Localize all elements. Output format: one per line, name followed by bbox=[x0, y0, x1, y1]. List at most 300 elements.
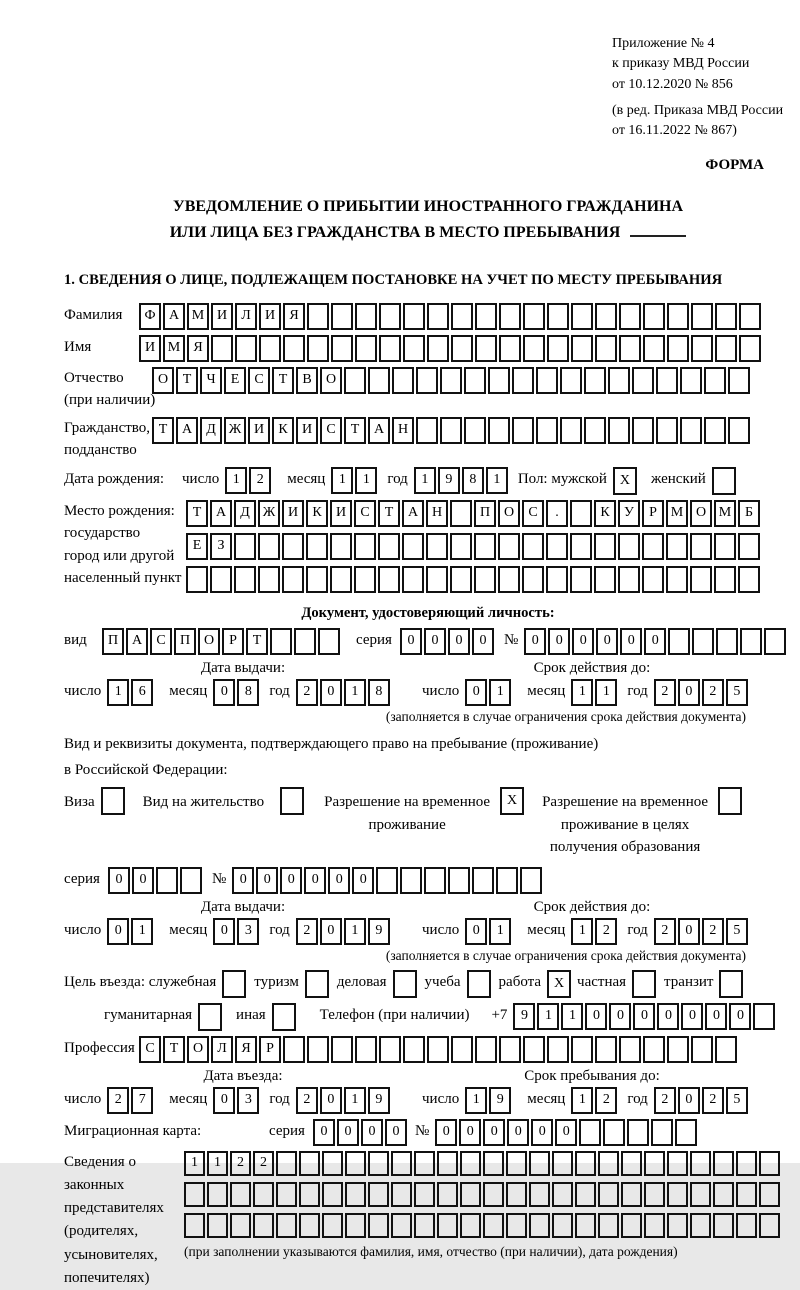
cell[interactable] bbox=[378, 566, 400, 593]
birth-place-cells-row1[interactable] bbox=[186, 500, 762, 527]
cell[interactable]: 0 bbox=[361, 1119, 383, 1146]
cell[interactable] bbox=[536, 417, 558, 444]
cell[interactable]: 1 bbox=[414, 467, 436, 494]
cell[interactable] bbox=[656, 367, 678, 394]
cell[interactable]: М bbox=[666, 500, 688, 527]
cell[interactable] bbox=[416, 367, 438, 394]
cell[interactable] bbox=[667, 335, 689, 362]
birth-place-cells-row3[interactable] bbox=[186, 566, 762, 593]
cell[interactable]: 0 bbox=[524, 628, 546, 655]
cell[interactable] bbox=[234, 533, 256, 560]
cell[interactable] bbox=[523, 1036, 545, 1063]
cell[interactable] bbox=[368, 1182, 389, 1207]
cell[interactable]: 0 bbox=[657, 1003, 679, 1030]
cell[interactable]: Я bbox=[235, 1036, 257, 1063]
cell[interactable]: И bbox=[296, 417, 318, 444]
cell[interactable]: О bbox=[198, 628, 220, 655]
doc-issue-year-cells[interactable] bbox=[296, 679, 392, 706]
cell[interactable]: 0 bbox=[435, 1119, 457, 1146]
cell[interactable] bbox=[595, 303, 617, 330]
cell[interactable]: 0 bbox=[572, 628, 594, 655]
cell[interactable] bbox=[598, 1213, 619, 1238]
cell[interactable] bbox=[575, 1151, 596, 1176]
cell[interactable] bbox=[344, 367, 366, 394]
cell[interactable] bbox=[355, 1036, 377, 1063]
cell[interactable] bbox=[643, 1036, 665, 1063]
cell[interactable]: 2 bbox=[107, 1087, 129, 1114]
cell[interactable] bbox=[621, 1182, 642, 1207]
cell[interactable] bbox=[306, 533, 328, 560]
cell[interactable]: 2 bbox=[702, 918, 724, 945]
cell[interactable] bbox=[448, 867, 470, 894]
cell[interactable]: Я bbox=[187, 335, 209, 362]
cell[interactable]: 1 bbox=[537, 1003, 559, 1030]
cell[interactable] bbox=[282, 533, 304, 560]
cell[interactable]: 0 bbox=[328, 867, 350, 894]
cell[interactable] bbox=[736, 1151, 757, 1176]
cell[interactable]: Т bbox=[176, 367, 198, 394]
cell[interactable]: 0 bbox=[107, 918, 129, 945]
cell[interactable] bbox=[598, 1182, 619, 1207]
rvp-valid-month-cells[interactable] bbox=[571, 918, 619, 945]
cell[interactable] bbox=[307, 303, 329, 330]
cell[interactable]: 0 bbox=[213, 918, 235, 945]
cell[interactable]: К bbox=[272, 417, 294, 444]
cell[interactable] bbox=[506, 1151, 527, 1176]
cell[interactable] bbox=[460, 1213, 481, 1238]
cell[interactable]: 9 bbox=[513, 1003, 535, 1030]
cell[interactable] bbox=[472, 867, 494, 894]
stay-year-cells[interactable] bbox=[654, 1087, 750, 1114]
cell[interactable]: 1 bbox=[465, 1087, 487, 1114]
cell[interactable]: Ф bbox=[139, 303, 161, 330]
cell[interactable] bbox=[460, 1182, 481, 1207]
cell[interactable]: М bbox=[163, 335, 185, 362]
cell[interactable]: 0 bbox=[132, 867, 154, 894]
cell[interactable] bbox=[440, 367, 462, 394]
cell[interactable] bbox=[668, 628, 690, 655]
cell[interactable]: 9 bbox=[489, 1087, 511, 1114]
cell[interactable]: И bbox=[330, 500, 352, 527]
cell[interactable]: К bbox=[306, 500, 328, 527]
cell[interactable] bbox=[414, 1213, 435, 1238]
doc-issue-month-cells[interactable] bbox=[213, 679, 261, 706]
cell[interactable]: 1 bbox=[571, 1087, 593, 1114]
cell[interactable] bbox=[714, 533, 736, 560]
cell[interactable] bbox=[666, 533, 688, 560]
cell[interactable] bbox=[294, 628, 316, 655]
phone-cells[interactable] bbox=[513, 1003, 777, 1030]
cell[interactable] bbox=[499, 335, 521, 362]
cell[interactable] bbox=[488, 417, 510, 444]
cell[interactable] bbox=[403, 303, 425, 330]
cell[interactable] bbox=[276, 1151, 297, 1176]
cell[interactable] bbox=[253, 1213, 274, 1238]
cell[interactable] bbox=[546, 533, 568, 560]
cell[interactable] bbox=[651, 1119, 673, 1146]
cell[interactable]: 2 bbox=[702, 1087, 724, 1114]
cell[interactable] bbox=[184, 1213, 205, 1238]
cell[interactable]: П bbox=[174, 628, 196, 655]
cell[interactable] bbox=[331, 303, 353, 330]
cell[interactable]: 0 bbox=[585, 1003, 607, 1030]
cell[interactable] bbox=[713, 1213, 734, 1238]
cell[interactable] bbox=[644, 1182, 665, 1207]
cell[interactable] bbox=[506, 1182, 527, 1207]
cell[interactable]: К bbox=[594, 500, 616, 527]
cell[interactable]: С bbox=[150, 628, 172, 655]
cell[interactable]: 1 bbox=[561, 1003, 583, 1030]
cell[interactable]: Т bbox=[163, 1036, 185, 1063]
cell[interactable] bbox=[529, 1151, 550, 1176]
cell[interactable] bbox=[345, 1151, 366, 1176]
cell[interactable] bbox=[475, 303, 497, 330]
cell[interactable] bbox=[437, 1213, 458, 1238]
cell[interactable] bbox=[570, 500, 592, 527]
cell[interactable]: С bbox=[139, 1036, 161, 1063]
cell[interactable] bbox=[414, 1182, 435, 1207]
cell[interactable]: 0 bbox=[620, 628, 642, 655]
cell[interactable] bbox=[322, 1182, 343, 1207]
cell[interactable]: 0 bbox=[320, 918, 342, 945]
rvp-issue-year-cells[interactable] bbox=[296, 918, 392, 945]
cell[interactable] bbox=[488, 367, 510, 394]
cell[interactable] bbox=[330, 566, 352, 593]
cell[interactable] bbox=[464, 367, 486, 394]
cell[interactable]: 7 bbox=[131, 1087, 153, 1114]
cell[interactable] bbox=[450, 533, 472, 560]
cell[interactable]: 9 bbox=[368, 1087, 390, 1114]
cell[interactable]: 2 bbox=[296, 1087, 318, 1114]
doc-kind-cells[interactable] bbox=[102, 628, 342, 655]
cell[interactable] bbox=[345, 1182, 366, 1207]
cell[interactable] bbox=[322, 1213, 343, 1238]
cell[interactable] bbox=[426, 533, 448, 560]
cell[interactable] bbox=[426, 566, 448, 593]
cell[interactable]: 3 bbox=[237, 918, 259, 945]
cell[interactable] bbox=[621, 1151, 642, 1176]
cell[interactable] bbox=[427, 303, 449, 330]
cell[interactable] bbox=[276, 1213, 297, 1238]
cell[interactable]: 0 bbox=[507, 1119, 529, 1146]
cell[interactable]: 8 bbox=[368, 679, 390, 706]
cell[interactable]: Р bbox=[222, 628, 244, 655]
cell[interactable] bbox=[738, 533, 760, 560]
cell[interactable]: 0 bbox=[424, 628, 446, 655]
cell[interactable]: 1 bbox=[344, 679, 366, 706]
cell[interactable]: 0 bbox=[337, 1119, 359, 1146]
cell[interactable]: О bbox=[690, 500, 712, 527]
cell[interactable] bbox=[379, 303, 401, 330]
doc-number-cells[interactable] bbox=[524, 628, 788, 655]
cell[interactable] bbox=[680, 417, 702, 444]
cell[interactable] bbox=[379, 1036, 401, 1063]
rvp-issue-month-cells[interactable] bbox=[213, 918, 261, 945]
cell[interactable]: 0 bbox=[483, 1119, 505, 1146]
cell[interactable] bbox=[666, 566, 688, 593]
cell[interactable] bbox=[584, 367, 606, 394]
cell[interactable] bbox=[618, 566, 640, 593]
cell[interactable]: 0 bbox=[213, 679, 235, 706]
cell[interactable]: 0 bbox=[678, 679, 700, 706]
cell[interactable] bbox=[728, 367, 750, 394]
given-name-cells[interactable] bbox=[139, 335, 763, 362]
cell[interactable] bbox=[522, 533, 544, 560]
cell[interactable] bbox=[306, 566, 328, 593]
cell[interactable]: 2 bbox=[702, 679, 724, 706]
cell[interactable] bbox=[253, 1182, 274, 1207]
cell[interactable] bbox=[536, 367, 558, 394]
cell[interactable] bbox=[642, 533, 664, 560]
cell[interactable] bbox=[667, 1213, 688, 1238]
cell[interactable]: 0 bbox=[400, 628, 422, 655]
cell[interactable]: 1 bbox=[489, 918, 511, 945]
cell[interactable]: Ж bbox=[258, 500, 280, 527]
private-checkbox[interactable] bbox=[632, 970, 656, 998]
cell[interactable]: 0 bbox=[213, 1087, 235, 1114]
cell[interactable] bbox=[714, 566, 736, 593]
rvp-issue-day-cells[interactable] bbox=[107, 918, 155, 945]
cell[interactable] bbox=[378, 533, 400, 560]
cell[interactable]: И bbox=[139, 335, 161, 362]
cell[interactable]: 8 bbox=[237, 679, 259, 706]
cell[interactable] bbox=[680, 367, 702, 394]
cell[interactable] bbox=[230, 1182, 251, 1207]
cell[interactable] bbox=[512, 367, 534, 394]
cell[interactable]: Е bbox=[186, 533, 208, 560]
cell[interactable] bbox=[391, 1151, 412, 1176]
cell[interactable]: 9 bbox=[368, 918, 390, 945]
cell[interactable]: И bbox=[259, 303, 281, 330]
cell[interactable] bbox=[437, 1151, 458, 1176]
representatives-cells-row2[interactable] bbox=[184, 1182, 782, 1207]
cell[interactable] bbox=[460, 1151, 481, 1176]
study-checkbox[interactable] bbox=[467, 970, 491, 998]
cell[interactable] bbox=[598, 1151, 619, 1176]
cell[interactable] bbox=[464, 417, 486, 444]
cell[interactable]: Н bbox=[392, 417, 414, 444]
cell[interactable]: Н bbox=[426, 500, 448, 527]
cell[interactable]: 0 bbox=[596, 628, 618, 655]
cell[interactable] bbox=[437, 1182, 458, 1207]
cell[interactable]: 0 bbox=[705, 1003, 727, 1030]
cell[interactable]: 1 bbox=[486, 467, 508, 494]
cell[interactable] bbox=[345, 1213, 366, 1238]
cell[interactable]: А bbox=[368, 417, 390, 444]
cell[interactable] bbox=[571, 335, 593, 362]
cell[interactable] bbox=[764, 628, 786, 655]
cell[interactable]: 0 bbox=[678, 918, 700, 945]
cell[interactable] bbox=[318, 628, 340, 655]
cell[interactable]: Т bbox=[378, 500, 400, 527]
cell[interactable]: С bbox=[248, 367, 270, 394]
cell[interactable] bbox=[451, 335, 473, 362]
cell[interactable]: 2 bbox=[595, 1087, 617, 1114]
cell[interactable] bbox=[283, 335, 305, 362]
cell[interactable] bbox=[403, 1036, 425, 1063]
doc-issue-day-cells[interactable] bbox=[107, 679, 155, 706]
doc-valid-day-cells[interactable] bbox=[465, 679, 513, 706]
cell[interactable] bbox=[691, 1036, 713, 1063]
cell[interactable] bbox=[450, 566, 472, 593]
representatives-cells-row3[interactable] bbox=[184, 1213, 782, 1238]
surname-cells[interactable] bbox=[139, 303, 763, 330]
cell[interactable]: 1 bbox=[131, 918, 153, 945]
cell[interactable] bbox=[354, 566, 376, 593]
cell[interactable]: 0 bbox=[678, 1087, 700, 1114]
cell[interactable] bbox=[391, 1213, 412, 1238]
cell[interactable] bbox=[642, 566, 664, 593]
cell[interactable] bbox=[667, 1151, 688, 1176]
cell[interactable]: Д bbox=[200, 417, 222, 444]
cell[interactable] bbox=[608, 367, 630, 394]
cell[interactable]: 0 bbox=[729, 1003, 751, 1030]
cell[interactable]: 0 bbox=[256, 867, 278, 894]
cell[interactable] bbox=[560, 367, 582, 394]
cell[interactable] bbox=[474, 566, 496, 593]
cell[interactable]: 0 bbox=[304, 867, 326, 894]
cell[interactable] bbox=[529, 1213, 550, 1238]
cell[interactable]: 0 bbox=[385, 1119, 407, 1146]
cell[interactable] bbox=[715, 335, 737, 362]
cell[interactable]: 0 bbox=[548, 628, 570, 655]
cell[interactable]: П bbox=[102, 628, 124, 655]
cell[interactable] bbox=[424, 867, 446, 894]
cell[interactable]: И bbox=[211, 303, 233, 330]
stay-day-cells[interactable] bbox=[465, 1087, 513, 1114]
cell[interactable] bbox=[552, 1151, 573, 1176]
cell[interactable] bbox=[523, 303, 545, 330]
cell[interactable] bbox=[498, 566, 520, 593]
cell[interactable] bbox=[450, 500, 472, 527]
cell[interactable] bbox=[560, 417, 582, 444]
cell[interactable] bbox=[211, 335, 233, 362]
cell[interactable]: М bbox=[187, 303, 209, 330]
cell[interactable]: 0 bbox=[320, 1087, 342, 1114]
cell[interactable] bbox=[402, 533, 424, 560]
cell[interactable] bbox=[608, 417, 630, 444]
cell[interactable]: 1 bbox=[184, 1151, 205, 1176]
cell[interactable] bbox=[307, 335, 329, 362]
stay-month-cells[interactable] bbox=[571, 1087, 619, 1114]
cell[interactable]: 0 bbox=[531, 1119, 553, 1146]
cell[interactable] bbox=[619, 1036, 641, 1063]
cell[interactable] bbox=[498, 533, 520, 560]
cell[interactable]: 0 bbox=[472, 628, 494, 655]
cell[interactable]: 0 bbox=[609, 1003, 631, 1030]
cell[interactable]: Б bbox=[738, 500, 760, 527]
cell[interactable] bbox=[594, 533, 616, 560]
cell[interactable]: Т bbox=[246, 628, 268, 655]
cell[interactable] bbox=[451, 1036, 473, 1063]
transit-checkbox[interactable] bbox=[719, 970, 743, 998]
cell[interactable] bbox=[259, 335, 281, 362]
doc-valid-month-cells[interactable] bbox=[571, 679, 619, 706]
cell[interactable] bbox=[627, 1119, 649, 1146]
work-checkbox[interactable]: X bbox=[547, 970, 571, 998]
cell[interactable] bbox=[632, 417, 654, 444]
cell[interactable]: 0 bbox=[280, 867, 302, 894]
cell[interactable] bbox=[207, 1182, 228, 1207]
cell[interactable]: М bbox=[714, 500, 736, 527]
cell[interactable]: 0 bbox=[313, 1119, 335, 1146]
cell[interactable]: С bbox=[320, 417, 342, 444]
cell[interactable]: 5 bbox=[726, 679, 748, 706]
cell[interactable] bbox=[759, 1182, 780, 1207]
cell[interactable] bbox=[618, 533, 640, 560]
cell[interactable]: О bbox=[498, 500, 520, 527]
cell[interactable]: 1 bbox=[225, 467, 247, 494]
cell[interactable]: 9 bbox=[438, 467, 460, 494]
cell[interactable]: 0 bbox=[633, 1003, 655, 1030]
cell[interactable] bbox=[595, 335, 617, 362]
cell[interactable] bbox=[391, 1182, 412, 1207]
cell[interactable] bbox=[416, 417, 438, 444]
cell[interactable]: 2 bbox=[296, 918, 318, 945]
cell[interactable] bbox=[584, 417, 606, 444]
residence-permit-checkbox[interactable] bbox=[280, 787, 304, 815]
cell[interactable] bbox=[713, 1182, 734, 1207]
cell[interactable]: Я bbox=[283, 303, 305, 330]
cell[interactable] bbox=[643, 335, 665, 362]
cell[interactable]: 3 bbox=[237, 1087, 259, 1114]
cell[interactable] bbox=[299, 1182, 320, 1207]
cell[interactable]: 2 bbox=[230, 1151, 251, 1176]
cell[interactable]: 0 bbox=[459, 1119, 481, 1146]
cell[interactable] bbox=[690, 1151, 711, 1176]
cell[interactable]: 2 bbox=[249, 467, 271, 494]
cell[interactable]: Т bbox=[344, 417, 366, 444]
cell[interactable] bbox=[520, 867, 542, 894]
cell[interactable]: 0 bbox=[465, 918, 487, 945]
cell[interactable] bbox=[483, 1151, 504, 1176]
cell[interactable]: 2 bbox=[253, 1151, 274, 1176]
cell[interactable] bbox=[283, 1036, 305, 1063]
cell[interactable] bbox=[570, 533, 592, 560]
doc-valid-year-cells[interactable] bbox=[654, 679, 750, 706]
cell[interactable] bbox=[529, 1182, 550, 1207]
cell[interactable] bbox=[483, 1182, 504, 1207]
visa-checkbox[interactable] bbox=[101, 787, 125, 815]
doc-series-cells[interactable] bbox=[400, 628, 496, 655]
cell[interactable] bbox=[691, 335, 713, 362]
cell[interactable] bbox=[210, 566, 232, 593]
cell[interactable] bbox=[603, 1119, 625, 1146]
cell[interactable] bbox=[180, 867, 202, 894]
cell[interactable] bbox=[475, 335, 497, 362]
cell[interactable] bbox=[376, 867, 398, 894]
cell[interactable]: 1 bbox=[344, 1087, 366, 1114]
mig-series-cells[interactable] bbox=[313, 1119, 409, 1146]
cell[interactable] bbox=[258, 566, 280, 593]
cell[interactable]: 1 bbox=[571, 679, 593, 706]
cell[interactable]: 1 bbox=[107, 679, 129, 706]
cell[interactable]: А bbox=[176, 417, 198, 444]
cell[interactable]: 0 bbox=[465, 679, 487, 706]
entry-day-cells[interactable] bbox=[107, 1087, 155, 1114]
cell[interactable] bbox=[354, 533, 376, 560]
cell[interactable] bbox=[331, 335, 353, 362]
cell[interactable] bbox=[427, 335, 449, 362]
cell[interactable] bbox=[186, 566, 208, 593]
cell[interactable] bbox=[355, 335, 377, 362]
cell[interactable]: 5 bbox=[726, 918, 748, 945]
cell[interactable] bbox=[207, 1213, 228, 1238]
cell[interactable] bbox=[644, 1213, 665, 1238]
cell[interactable]: 0 bbox=[644, 628, 666, 655]
business-checkbox[interactable] bbox=[393, 970, 417, 998]
cell[interactable] bbox=[547, 303, 569, 330]
